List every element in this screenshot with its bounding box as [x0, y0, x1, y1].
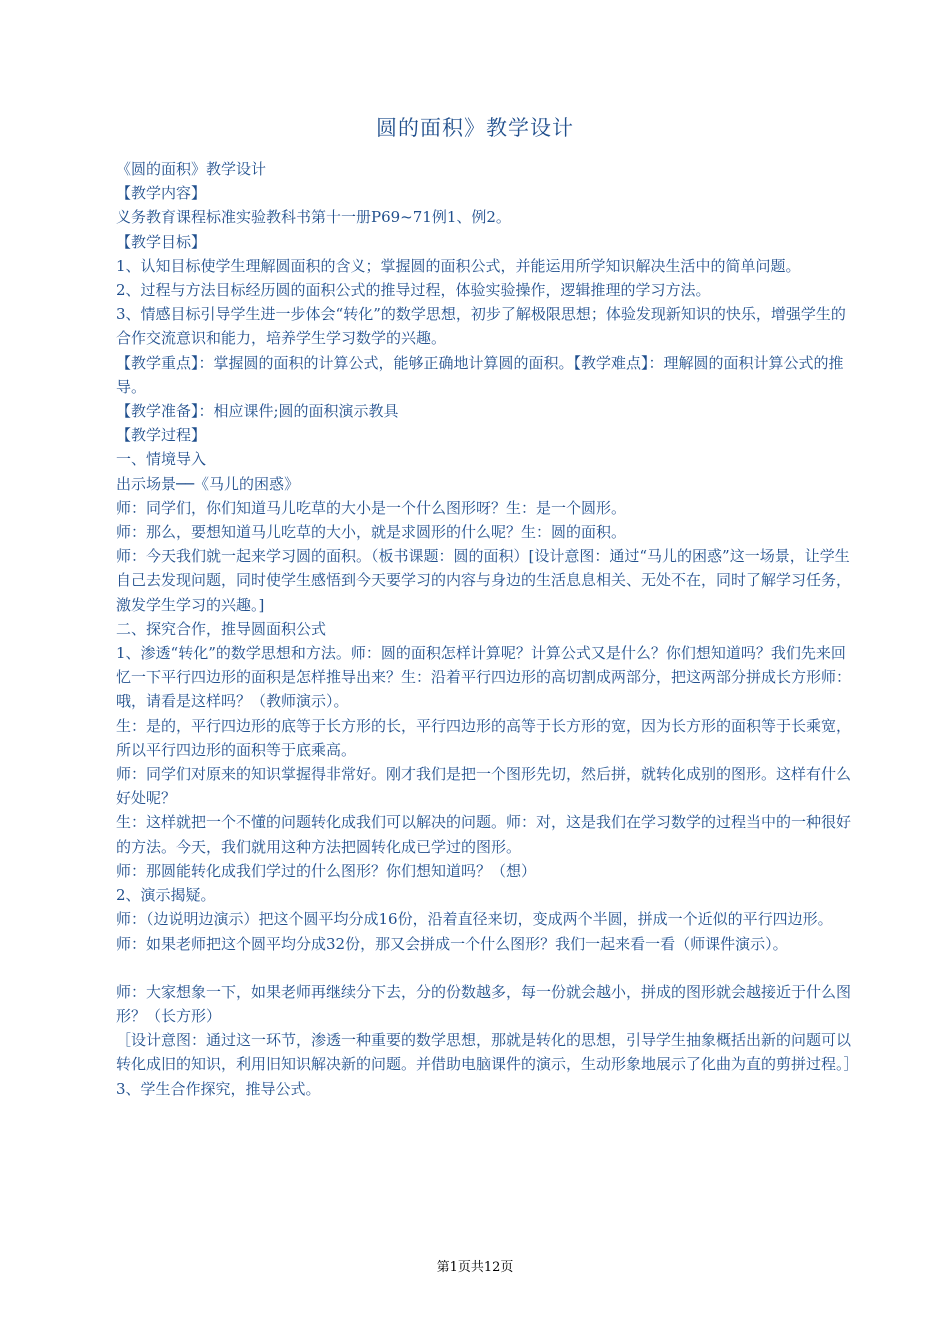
- paragraph: 1、渗透“转化”的数学思想和方法。师：圆的面积怎样计算呢？计算公式又是什么？你们想知道吗？我们先来回忆一下平行四边形的面积是怎样推导出来？生：沿着平行四边形的高切割成两部分，把这两部分拼成长方形师：哦，请看是这样吗？（教师演示）。: [116, 644, 852, 711]
- paragraph: 1、认知目标使学生理解圆面积的含义；掌握圆的面积公式，并能运用所学知识解决生活中的简单问题。: [116, 256, 801, 275]
- subsection-heading: 二、探究合作，推导圆面积公式: [116, 619, 327, 638]
- paragraph: 师：那么，要想知道马儿吃草的大小，就是求圆形的什么呢？生：圆的面积。: [116, 523, 627, 542]
- paragraph: 师：同学们，你们知道马儿吃草的大小是一个什么图形呀？生：是一个圆形。: [116, 498, 627, 517]
- paragraph: 3、情感目标引导学生进一步体会“转化”的数学思想，初步了解极限思想；体验发现新知识的快乐，增强学生的合作交流意识和能力，培养学生学习数学的兴趣。: [116, 305, 846, 348]
- paragraph: 2、过程与方法目标经历圆的面积公式的推导过程，体验实验操作，逻辑推理的学习方法。: [116, 281, 711, 300]
- section-heading: 【教学目标】: [116, 232, 207, 251]
- page-number: 第1页共12页: [436, 1260, 514, 1275]
- paragraph: 义务教育课程标准实验教科书第十一册P69~71例1、例2。: [116, 208, 511, 227]
- paragraph: 生：这样就把一个不懂的问题转化成我们可以解决的问题。师：对，这是我们在学习数学的过程当中的一种很好的方法。今天，我们就用这种方法把圆转化成已学过的图形。: [116, 813, 852, 856]
- paragraph: 【教学准备】：相应课件;圆的面积演示教具: [116, 402, 399, 421]
- paragraph: 《圆的面积》教学设计: [116, 160, 267, 178]
- paragraph: ［设计意图：通过这一环节，渗透一种重要的数学思想，那就是转化的思想，引导学生抽象概括出新的问题可以转化成旧的知识，利用旧知识解决新的问题。并借助电脑课件的演示，生动形象地展示了化曲为直的剪拼过程。］: [116, 1031, 859, 1074]
- paragraph: 师：同学们对原来的知识掌握得非常好。刚才我们是把一个图形先切，然后拼，就转化成别的图形。这样有什么好处呢？: [116, 765, 852, 808]
- paragraph: 【教学重点】：掌握圆的面积的计算公式，能够正确地计算圆的面积。【教学难点】：理解圆的面积计算公式的推导。: [116, 353, 844, 396]
- paragraph: 3、学生合作探究，推导公式。: [116, 1079, 321, 1098]
- paragraph: 师：今天我们就一起来学习圆的面积。（板书课题：圆的面积）[设计意图：通过“马儿的困惑”这一场景，让学生自己去发现问题，同时使学生感悟到今天要学习的内容与身边的生活息息相关、无处不在，同时了解学习任务，激发学生学习的兴趣。]: [116, 547, 852, 614]
- paragraph: 师：如果老师把这个圆平均分成32份，那又会拼成一个什么图形？我们一起来看一看（师课件演示）。: [116, 934, 788, 953]
- paragraph: 出示场景──《马儿的困惑》: [116, 474, 300, 493]
- section-heading: 【教学过程】: [116, 426, 207, 445]
- document-body: [116, 157, 859, 1101]
- subsection-heading: 一、情境导入: [116, 450, 207, 469]
- document-title: 圆的面积》教学设计: [376, 116, 574, 140]
- paragraph: 生：是的，平行四边形的底等于长方形的长，平行四边形的高等于长方形的宽，因为长方形的面积等于长乘宽，所以平行四边形的面积等于底乘高。: [116, 716, 852, 759]
- paragraph: 师：那圆能转化成我们学过的什么图形？你们想知道吗？（想）: [116, 861, 537, 880]
- paragraph: 2、演示揭疑。: [116, 886, 216, 905]
- section-heading: 【教学内容】: [116, 184, 207, 203]
- paragraph: 师：（边说明边演示）把这个圆平均分成16份，沿着直径来切，变成两个半圆，拼成一个近似的平行四边形。: [116, 910, 833, 929]
- paragraph: 师：大家想象一下，如果老师再继续分下去，分的份数越多，每一份就会越小，拼成的图形就会越接近于什么图形？（长方形）: [116, 982, 852, 1025]
